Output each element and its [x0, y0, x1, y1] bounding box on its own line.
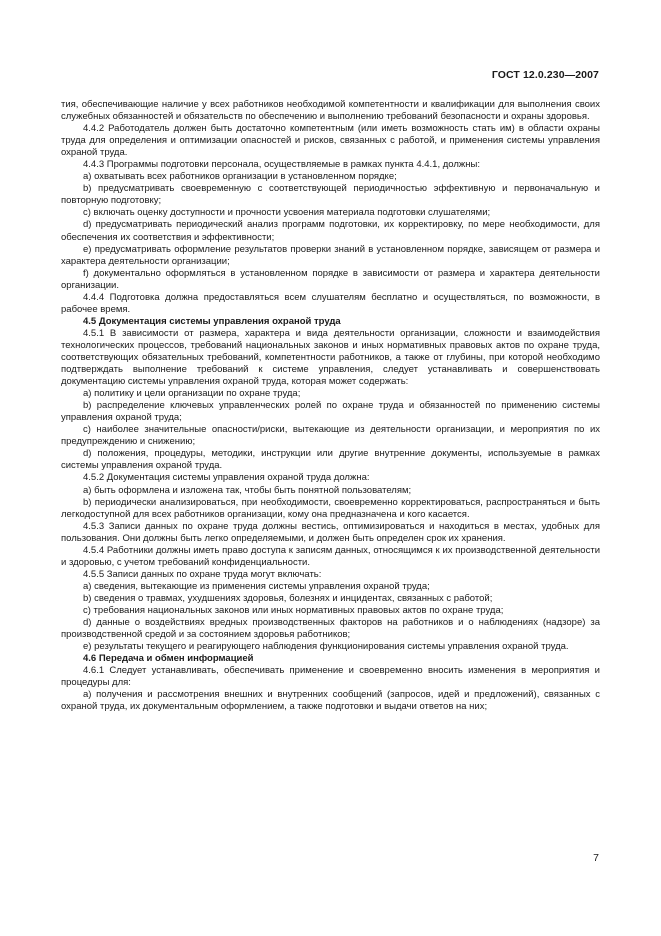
body-paragraph: 4.4.2 Работодатель должен быть достаточно компетентным (или иметь возможность стать им) в области охраны труда для определения и оптимизации опасностей и рисков, связанных с работой, и применения системы управления охраной труда. [61, 123, 600, 159]
body-paragraph: e) результаты текущего и реагирующего наблюдения функционирования системы управления охраной труда. [83, 641, 569, 653]
body-paragraph: 4.6.1 Следует устанавливать, обеспечивать применение и своевременно вносить изменения в мероприятия и процедуры для: [61, 665, 600, 689]
body-paragraph: c) требования национальных законов или иных нормативных правовых актов по охране труда; [83, 604, 504, 616]
body-paragraph: c) наиболее значительные опасности/риски, вытекающие из деятельности организации, и мероприятия по их предупреждению и снижению; [61, 424, 600, 448]
body-paragraph: a) политику и цели организации по охране труда; [83, 388, 301, 400]
body-paragraph: d) данные о воздействиях вредных производственных факторов на работников и о наблюдениях (надзоре) за производственной средой и за состоянием здоровья работников; [61, 617, 600, 641]
body-paragraph: 4.4.3 Программы подготовки персонала, осуществляемые в рамках пункта 4.4.1, должны: [83, 159, 480, 171]
body-paragraph: b) предусматривать своевременную с соответствующей периодичностью эффективную и первоначальную и повторную подготовку; [61, 183, 600, 207]
section-heading: 4.6 Передача и обмен информацией [83, 653, 254, 665]
body-paragraph: 4.5.1 В зависимости от размера, характера и вида деятельности организации, сложности и взаимодействия технологических процессов, требований национальных законов и иных нормативных правовых актов по охране труда, соответствующих обязательных требований, компетентности работников, а также от глубины, при которой необходимо подтверждать выполнение требований к системе управления, следует устанавливать и совершенствовать документацию системы управления охраной труда, которая может содержать: [61, 327, 600, 388]
body-paragraph: 4.4.4 Подготовка должна предоставляться всем слушателям бесплатно и осуществляться, по возможности, в рабочее время. [61, 291, 600, 315]
body-paragraph: a) получения и рассмотрения внешних и внутренних сообщений (запросов, идей и предложений), связанных с охраной труда, их документальным оформлением, а также подготовки и выдачи ответов на них; [61, 689, 600, 713]
body-paragraph: a) охватывать всех работников организации в установленном порядке; [83, 171, 397, 183]
body-paragraph: b) распределение ключевых управленческих ролей по охране труда и обязанностей по применению системы управления охраной труда; [61, 400, 600, 424]
body-paragraph: f) документально оформляться в установленном порядке в зависимости от размера и характера деятельности организации. [61, 267, 600, 291]
body-paragraph: d) положения, процедуры, методики, инструкции или другие внутренние документы, используемые в рамках системы управления охраной труда. [61, 448, 600, 472]
document-body [61, 99, 600, 713]
body-paragraph: 4.5.5 Записи данных по охране труда могут включать: [83, 568, 322, 580]
body-paragraph: 4.5.2 Документация системы управления охраной труда должна: [83, 472, 370, 484]
body-paragraph: тия, обеспечивающие наличие у всех работников необходимой компетентности и квалификации для выполнения своих служебных обязанностей и обязательств по обеспечению и выполнению требований безопасности и охраны здоровья. [61, 99, 600, 123]
body-paragraph: 4.5.4 Работники должны иметь право доступа к записям данных, относящимся к их производственной деятельности и здоровью, с учетом требований конфиденциальности. [61, 544, 600, 568]
body-paragraph: 4.5.3 Записи данных по охране труда должны вестись, оптимизироваться и находиться в местах, удобных для пользования. Они должны быть легко определяемыми, и должен быть определен срок их хранения. [61, 520, 600, 544]
body-paragraph: b) периодически анализироваться, при необходимости, своевременно корректироваться, распространяться и быть легкодоступной для всех работников организации, кому она предназначена и кого касается. [61, 496, 600, 520]
section-heading: 4.5 Документация системы управления охраной труда [83, 315, 341, 327]
body-paragraph: d) предусматривать периодический анализ программ подготовки, их корректировку, по мере необходимости, для обеспечения их соответствия и эффективности; [61, 219, 600, 243]
body-paragraph: b) сведения о травмах, ухудшениях здоровья, болезнях и инцидентах, связанных с работой; [83, 592, 493, 604]
body-paragraph: a) сведения, вытекающие из применения системы управления охраной труда; [83, 580, 430, 592]
document-header: ГОСТ 12.0.230—2007 [491, 69, 599, 81]
body-paragraph: c) включать оценку доступности и прочности усвоения материала подготовки слушателями; [83, 207, 491, 219]
body-paragraph: e) предусматривать оформление результатов проверки знаний в установленном порядке, зависящем от размера и характера деятельности организации; [61, 243, 600, 267]
body-paragraph: a) быть оформлена и изложена так, чтобы быть понятной пользователям; [83, 484, 412, 496]
page-number: 7 [593, 852, 599, 864]
